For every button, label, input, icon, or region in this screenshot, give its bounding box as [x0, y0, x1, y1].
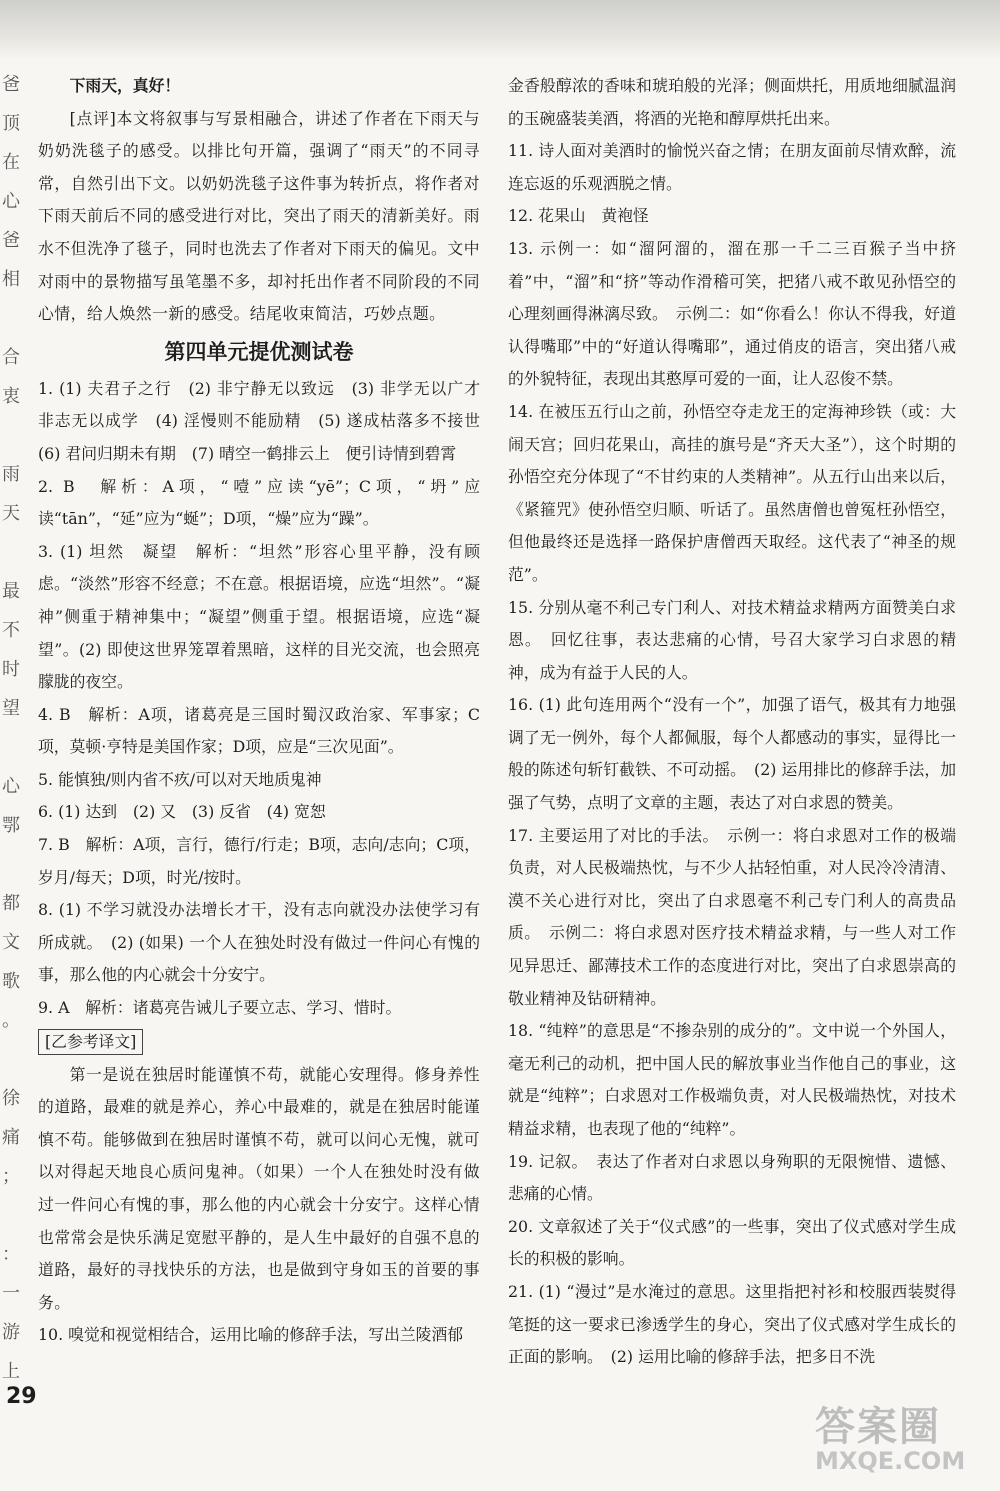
answer-item: 13. 示例一：如“溜阿溜的，溜在那一千二三百猴子当中挤着”中，“溜”和“挤”等动作滑稽可笑，把猪八戒不敢见孙悟空的心理刻画得淋漓尽致。 示例二：如“你看么！你认不得我，好道认得嘴耶”中的“好道认得嘴耶”，通过俏皮的语言，突出猪八戒的外貌特征，表现出其憨厚可爱的一面，让人忍俊不禁。	[508, 238, 956, 389]
answer-continuation: 金香般醇浓的香味和琥珀般的光泽；侧面烘托，用质地细腻温润的玉碗盛装美酒，将酒的光艳和醇厚烘托出来。	[508, 76, 956, 128]
edge-char: 都	[2, 893, 20, 914]
edge-char: 。	[2, 1010, 20, 1031]
answer-item: 3. (1) 坦然 凝望 解析：“坦然”形容心里平静，没有顾虑。“淡然”形容不经意；不在意。根据语境，应选“坦然”。“凝神”侧重于精神集中；“凝望”侧重于望。根据语境，应选“凝望”。(2) 即使这世界笼罩着黑暗，这样的目光交流，也会照亮朦胧的夜空。	[38, 541, 480, 692]
watermark-logo: 答案圈	[815, 1404, 941, 1450]
answer-item: 10. 嗅觉和视觉相结合，运用比喻的修辞手法，写出兰陵酒郁	[38, 1325, 464, 1345]
edge-char: 不	[2, 620, 20, 641]
answer-item: 9. A 解析：诸葛亮告诫儿子要立志、学习、惜时。	[38, 998, 402, 1018]
edge-char: 文	[2, 932, 20, 953]
answer-item: 1. (1) 夫君子之行 (2) 非宁静无以致远 (3) 非学无以广才 非志无以成学 (4) 淫慢则不能励精 (5) 遂成枯落多不接世 (6) 君问归期未有期 (7) 晴空一鹤排云上 便引诗情到碧霄	[38, 378, 496, 463]
comment-paragraph: [点评]本文将叙事与写景相融合，讲述了作者在下雨天与奶奶洗毯子的感受。以排比句开篇，强调了“雨天”的不同寻常，自然引出下文。以奶奶洗毯子这件事为转折点，将作者对下雨天前后不同的感受进行对比，突出了雨天的清新美好。雨水不但洗净了毯子，同时也洗去了作者对下雨天的偏见。文中对雨中的景物描写虽笔墨不多，却衬托出作者不同阶段的不同心情，给人焕然一新的感受。结尾收束简洁，巧妙点题。	[38, 108, 480, 324]
answer-item: 21. (1) “漫过”是水淹过的意思。这里指把衬衫和校服西装熨得笔挺的这一要求已渗透学生的身心，突出了仪式感对学生成长的正面的影响。 (2) 运用比喻的修辞手法，把多日不洗	[508, 1281, 956, 1367]
answer-item: 14. 在被压五行山之前，孙悟空夺走龙王的定海神珍铁（或：大闹天宫；回归花果山，高挂的旗号是“齐天大圣”），这个时期的孙悟空充分体现了“不甘约束的人类精神”。从五行山出来以后，《紧箍咒》使孙悟空归顺、听话了。虽然唐僧也曾冤枉孙悟空，但他最终还是选择一路保护唐僧西天取经。这代表了“神圣的规范”。	[508, 401, 956, 584]
edge-char: 合	[2, 347, 20, 368]
answer-item: 8. (1) 不学习就没办法增长才干，没有志向就没办法使学习有所成就。 (2) (如果) 一个人在独处时没有做过一件问心有愧的事，那么他的内心就会十分安宁。	[38, 900, 480, 985]
left-edge-bleed-text	[0, 70, 22, 1400]
answer-item: 6. (1) 达到 (2) 又 (3) 反省 (4) 宽恕	[38, 802, 326, 822]
translation-paragraph: 第一是说在独居时能谨慎不苟，就能心安理得。修身养性的道路，最难的就是养心，养心中最难的，就是在独居时能谨慎不苟。能够做到在独居时谨慎不苟，就可以问心无愧，就可以对得起天地良心质问鬼神。（如果）一个人在独处时没有做过一件问心有愧的事，那么他的内心就会十分安宁。这样心情也常常会是快乐满足宽慰平静的，是人生中最好的自强不息的道路，最好的寻找快乐的方法，也是做到守身如玉的首要的事务。	[38, 1064, 480, 1312]
answer-list-right	[508, 135, 956, 1374]
edge-char: 望	[2, 698, 20, 719]
right-column	[508, 70, 956, 1374]
edge-char: 心	[2, 776, 20, 797]
answer-item: 5. 能慎独/则内省不疚/可以对天地质鬼神	[38, 769, 322, 789]
edge-char: 衷	[2, 386, 20, 407]
edge-char: ：	[2, 1244, 20, 1265]
edge-char: 顶	[2, 113, 20, 134]
answer-item: 2. B 解析：A项，“噎”应读“yē”；C项，“坍”应读“tān”，“延”应为“蜒”；D项，“燥”应为“躁”。	[38, 476, 480, 529]
edge-char: 痛	[2, 1127, 20, 1148]
edge-char: 天	[2, 503, 20, 524]
answer-item: 11. 诗人面对美酒时的愉悦兴奋之情；在朋友面前尽情欢醉，流连忘返的乐观洒脱之情。	[508, 141, 956, 193]
edge-char: 上	[2, 1361, 20, 1382]
scan-top-shadow	[0, 0, 1000, 60]
watermark-url: MXQE.COM	[815, 1447, 966, 1475]
left-column	[38, 70, 496, 1352]
answer-item: 19. 记叙。 表达了作者对白求恩以身殉职的无限惋惜、遗憾、悲痛的心情。	[508, 1151, 956, 1204]
answer-list-left	[38, 373, 496, 1025]
answer-item: 15. 分别从毫不利己专门利人、对技术精益求精两方面赞美白求恩。 回忆往事，表达悲痛的心情，号召大家学习白求恩的精神，成为有益于人民的人。	[508, 597, 956, 682]
edge-char: 歌	[2, 971, 20, 992]
edge-char: 鄂	[2, 815, 20, 836]
answer-item: 7. B 解析：A项，言行，德行/行走；B项，志向/志向；C项，岁月/每天；D项，时光/按时。	[38, 835, 480, 887]
watermark	[815, 1395, 995, 1485]
edge-char: 心	[2, 191, 20, 212]
answer-item: 20. 文章叙述了关于“仪式感”的一些事，突出了仪式感对学生成长的积极的影响。	[508, 1216, 956, 1269]
answer-item: 17. 主要运用了对比的手法。 示例一：将白求恩对工作的极端负责，对人民极端热忱，与不少人拈轻怕重，对人民冷冷清清、漠不关心进行对比，突出了白求恩毫不利己专门利人的高贵品质。 示例二：将白求恩对医疗技术精益求精，与一些人对工作见异思迁、鄙薄技术工作的态度进行对比，突出了白求恩崇高的敬业精神及钻研精神。	[508, 825, 956, 1008]
essay-closing-line: 下雨天，真好！	[69, 76, 181, 95]
edge-char: 雨	[2, 464, 20, 485]
edge-char: 相	[2, 269, 20, 290]
answer-item: 12. 花果山 黄袍怪	[508, 206, 649, 226]
translation-tag: [乙参考译文]	[38, 1029, 143, 1055]
page-number: 29	[6, 1384, 37, 1409]
answer-item: 4. B 解析：A项，诸葛亮是三国时蜀汉政治家、军事家；C项，莫顿·亨特是美国作家；D项，应是“三次见面”。	[38, 704, 480, 757]
edge-char: 游	[2, 1322, 20, 1343]
answer-item: 18. “纯粹”的意思是“不掺杂别的成分的”。文中说一个外国人，毫无利己的动机，把中国人民的解放事业当作他自己的事业，这就是“纯粹”；白求恩对工作极端负责，对人民极端热忱，对技术精益求精，也表现了他的“纯粹”。	[508, 1021, 956, 1138]
edge-char: 最	[2, 581, 20, 602]
section-title: 第四单元提优测试卷	[164, 339, 354, 364]
answer-item: 16. (1) 此句连用两个“没有一个”，加强了语气，极其有力地强调了无一例外，每个人都佩服，每个人都感动的事实，显得比一般的陈述句斩钉截铁、不可动摇。 (2) 运用排比的修辞手法，加强了气势，点明了文章的主题，表达了对白求恩的赞美。	[508, 695, 956, 813]
edge-char: 在	[2, 152, 20, 173]
edge-char: 爸	[2, 230, 20, 251]
edge-char: 一	[2, 1283, 20, 1304]
edge-char: 徐	[2, 1088, 20, 1109]
edge-char: 爸	[2, 74, 20, 95]
edge-char: 时	[2, 659, 20, 680]
edge-char: ；	[2, 1166, 20, 1187]
